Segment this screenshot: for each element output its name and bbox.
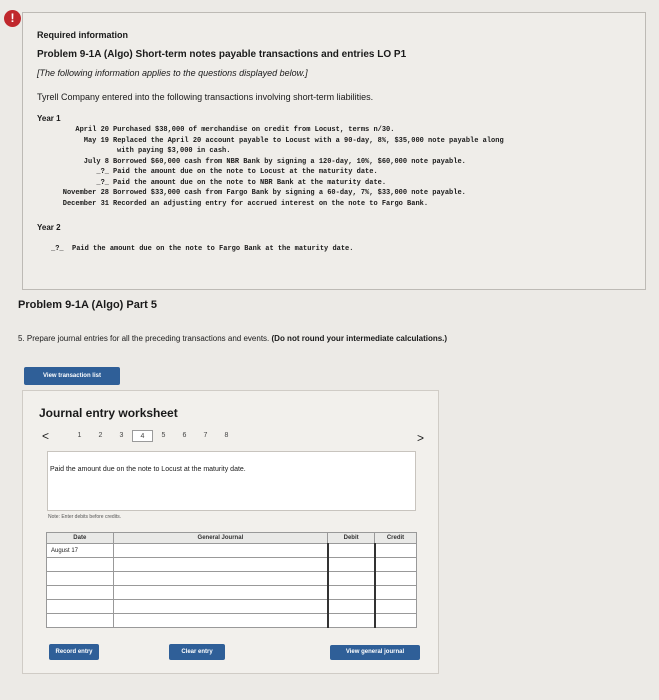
transaction-row — [37, 178, 645, 189]
transaction-row — [37, 188, 645, 199]
table-row — [47, 544, 417, 558]
year2-label: Year 2 — [37, 223, 61, 232]
transaction-date: November 28 — [62, 189, 109, 197]
worksheet-title: Journal entry worksheet — [39, 406, 178, 420]
transaction-text: Borrowed $33,000 cash from Fargo Bank by signing a 60-day, 7%, $33,000 note payable. — [113, 189, 466, 197]
account-cell[interactable] — [113, 572, 328, 586]
page-7-tab[interactable]: 7 — [203, 432, 208, 439]
transaction-text: Paid the amount due on the note to Locust at the maturity date. — [113, 168, 378, 176]
table-row — [47, 600, 417, 614]
debit-cell[interactable] — [328, 572, 375, 586]
debit-credit-note: Note: Enter debits before credits. — [48, 514, 122, 520]
view-transaction-list-button[interactable]: View transaction list — [24, 367, 120, 385]
transaction-date: May 19 — [83, 136, 109, 145]
year2-transaction — [37, 244, 645, 255]
transaction-date: April 20 — [75, 126, 109, 134]
credit-cell[interactable] — [375, 600, 417, 614]
table-row — [47, 558, 417, 572]
credit-cell[interactable] — [375, 572, 417, 586]
table-row — [47, 614, 417, 628]
transaction-date: _?_ — [96, 178, 109, 187]
date-cell[interactable]: August 17 — [47, 544, 114, 558]
debit-cell[interactable] — [328, 558, 375, 572]
worksheet-pagination — [69, 432, 237, 442]
account-cell[interactable] — [113, 558, 328, 572]
credit-column-header: Credit — [375, 533, 417, 544]
page-8-tab[interactable]: 8 — [224, 432, 229, 439]
transaction-date: December 31 — [62, 199, 109, 208]
part-instruction — [18, 334, 447, 343]
transaction-date: _?_ — [96, 168, 109, 176]
page-6-tab[interactable]: 6 — [182, 432, 187, 439]
transaction-text: Recorded an adjusting entry for accrued interest on the note to Fargo Bank. — [113, 199, 429, 208]
journal-table — [46, 532, 417, 628]
chevron-right-icon[interactable]: > — [417, 431, 425, 445]
account-cell[interactable] — [113, 544, 328, 558]
page-3-tab[interactable]: 3 — [119, 432, 124, 439]
transaction-row — [37, 136, 645, 147]
account-cell[interactable] — [113, 614, 328, 628]
transaction-text: with paying $3,000 in cash. — [117, 147, 231, 155]
date-cell[interactable] — [47, 614, 114, 628]
page-1-tab[interactable]: 1 — [77, 432, 82, 439]
instruction-bold: (Do not round your intermediate calculations.) — [271, 334, 448, 343]
year1-transactions — [37, 125, 645, 209]
table-header-row — [47, 533, 417, 544]
required-info-title: Required information — [37, 30, 129, 40]
table-row — [47, 572, 417, 586]
date-cell[interactable] — [47, 600, 114, 614]
clear-entry-button[interactable]: Clear entry — [169, 644, 225, 660]
transaction-description — [47, 451, 416, 511]
credit-cell[interactable] — [375, 544, 417, 558]
year1-label: Year 1 — [37, 114, 61, 123]
page-4-tab[interactable]: 4 — [132, 430, 153, 442]
transaction-text: Purchased $38,000 of merchandise on credit from Locust, terms n/30. — [113, 126, 395, 134]
page-2-tab[interactable]: 2 — [98, 432, 103, 439]
transaction-row — [37, 125, 645, 136]
record-entry-button[interactable]: Record entry — [49, 644, 99, 660]
description-text: Paid the amount due on the note to Locust at the maturity date. — [50, 466, 246, 473]
date-column-header: Date — [47, 533, 114, 544]
general-journal-column-header: General Journal — [113, 533, 328, 544]
transaction-text: Borrowed $60,000 cash from NBR Bank by signing a 120-day, 10%, $60,000 note payable. — [113, 157, 466, 166]
transaction-text: Paid the amount due on the note to NBR Bank at the maturity date. — [113, 178, 387, 187]
date-cell[interactable] — [47, 572, 114, 586]
required-information-panel — [22, 12, 646, 290]
date-cell[interactable] — [47, 586, 114, 600]
debit-cell[interactable] — [328, 600, 375, 614]
info-note: [The following information applies to the questions displayed below.] — [37, 68, 308, 78]
instruction-text: 5. Prepare journal entries for all the preceding transactions and events. — [18, 334, 270, 343]
debit-column-header: Debit — [328, 533, 375, 544]
transaction-row — [37, 167, 645, 178]
debit-cell[interactable] — [328, 586, 375, 600]
problem-title: Problem 9-1A (Algo) Short-term notes payable transactions and entries LO P1 — [37, 49, 407, 60]
transaction-row — [37, 157, 645, 168]
credit-cell[interactable] — [375, 614, 417, 628]
table-row — [47, 586, 417, 600]
transaction-date: _?_ — [51, 245, 64, 253]
account-cell[interactable] — [113, 600, 328, 614]
account-cell[interactable] — [113, 586, 328, 600]
page-5-tab[interactable]: 5 — [161, 432, 166, 439]
debit-cell[interactable] — [328, 544, 375, 558]
view-general-journal-button[interactable]: View general journal — [330, 645, 420, 660]
transaction-row — [37, 199, 645, 210]
transaction-continuation — [37, 146, 645, 157]
intro-text: Tyrell Company entered into the following transactions involving short-term liabilities. — [37, 92, 374, 102]
part-title: Problem 9-1A (Algo) Part 5 — [18, 299, 157, 311]
transaction-text: Replaced the April 20 account payable to Locust with a 90-day, 8%, $35,000 note payable along — [113, 136, 504, 145]
credit-cell[interactable] — [375, 586, 417, 600]
credit-cell[interactable] — [375, 558, 417, 572]
transaction-date: July 8 — [83, 157, 109, 166]
transaction-text: Paid the amount due on the note to Fargo Bank at the maturity date. — [72, 245, 354, 253]
chevron-left-icon[interactable]: < — [42, 429, 50, 443]
alert-icon: ! — [4, 10, 21, 27]
date-cell[interactable] — [47, 558, 114, 572]
debit-cell[interactable] — [328, 614, 375, 628]
journal-entry-worksheet — [22, 390, 439, 674]
